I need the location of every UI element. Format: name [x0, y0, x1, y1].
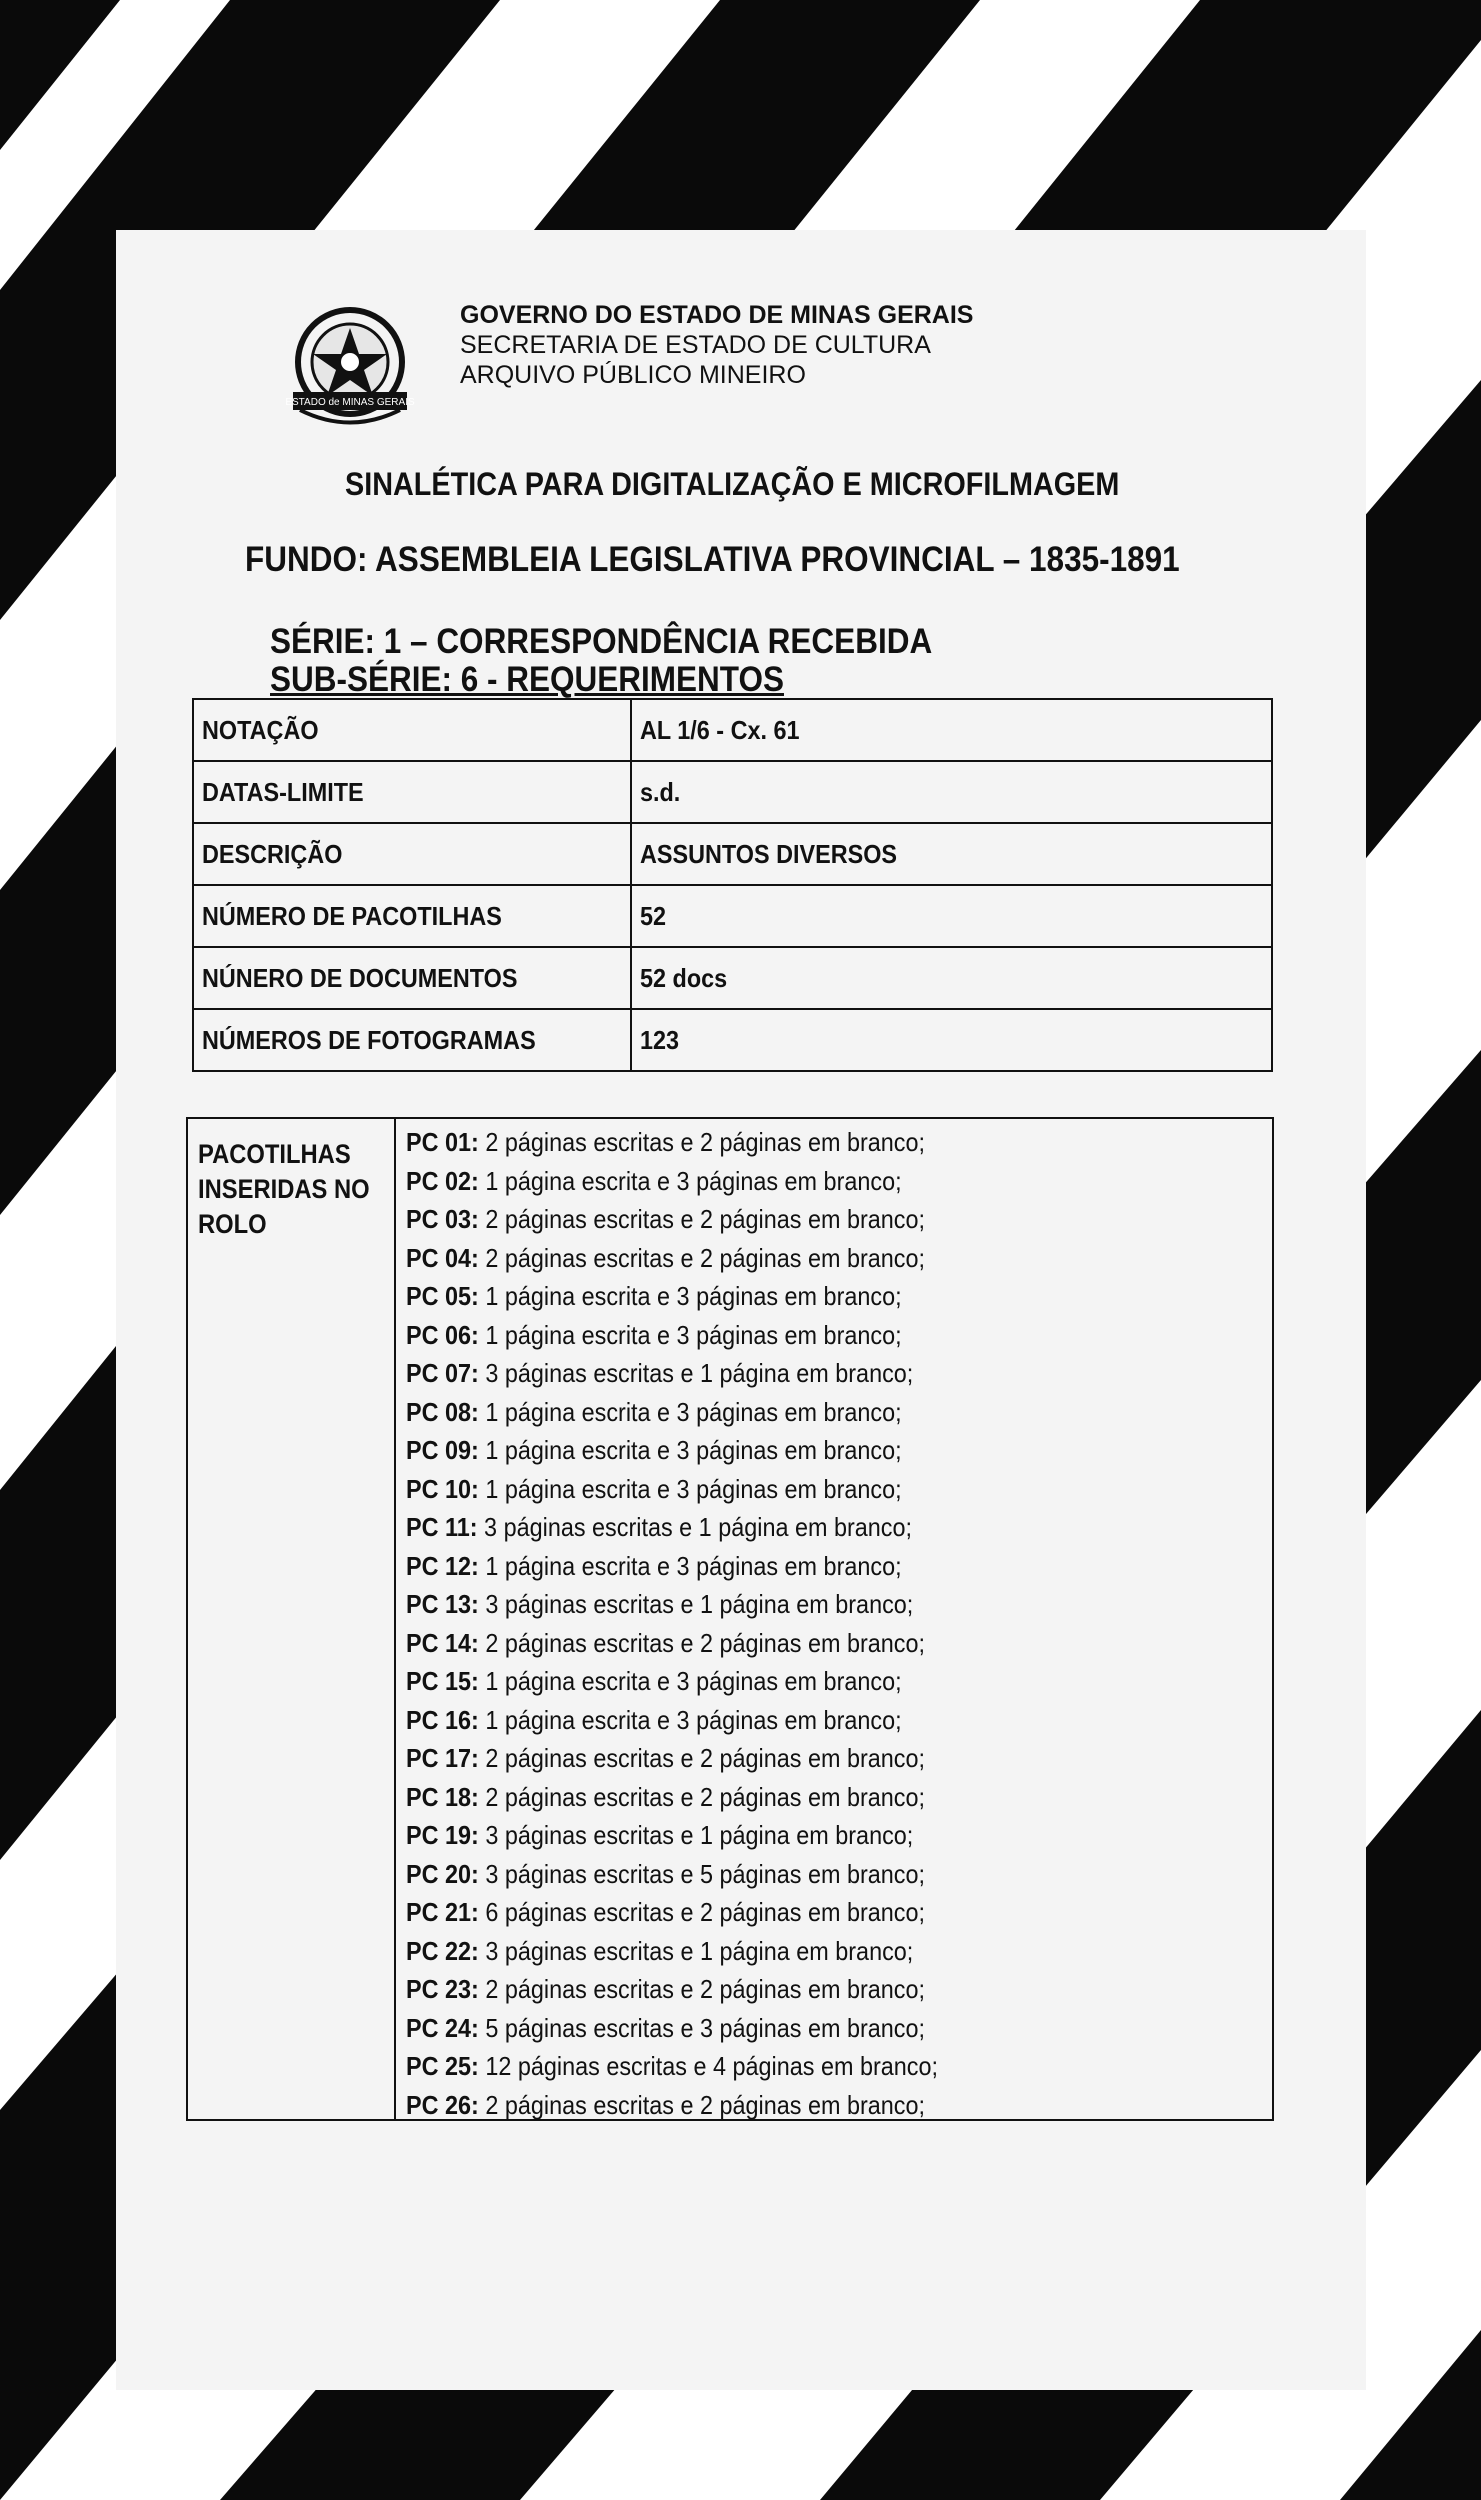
meta-key-text: NÚMERO DE PACOTILHAS — [202, 900, 502, 931]
seal-text: ESTADO de MINAS GERAIS — [285, 397, 415, 408]
pacotilhas-box — [186, 1117, 1274, 2121]
list-item — [406, 1816, 1180, 1855]
pacotilha-code: PC 03: — [406, 1204, 479, 1234]
meta-key-text: NÚNERO DE DOCUMENTOS — [202, 962, 518, 993]
list-item — [406, 1739, 1180, 1778]
table-row — [193, 761, 1272, 823]
pacotilha-description: 1 página escrita e 3 páginas em branco; — [485, 1704, 902, 1735]
pacotilha-code: PC 01: — [406, 1127, 479, 1157]
list-item — [406, 1932, 1180, 1971]
list-item — [406, 1354, 1180, 1393]
list-item — [406, 1662, 1180, 1701]
pacotilha-code: PC 15: — [406, 1666, 479, 1696]
pacotilha-code: PC 17: — [406, 1743, 479, 1773]
table-row — [193, 947, 1272, 1009]
header-government: GOVERNO DO ESTADO DE MINAS GERAIS — [460, 301, 974, 329]
pacotilha-description: 2 páginas escritas e 2 páginas em branco; — [485, 1974, 926, 2004]
list-item — [406, 1239, 1180, 1278]
list-item — [406, 1701, 1180, 1740]
pacotilha-description: 2 páginas escritas e 2 páginas em branco; — [485, 1242, 926, 1273]
pacotilha-description: 1 página escrita e 3 páginas em branco; — [485, 1666, 902, 1696]
pacotilha-code: PC 05: — [406, 1281, 479, 1311]
pacotilha-code: PC 04: — [406, 1242, 479, 1273]
meta-value — [631, 699, 1272, 761]
fundo-heading: FUNDO: ASSEMBLEIA LEGISLATIVA PROVINCIAL – 1835-1891 — [245, 540, 1180, 579]
pacotilha-code: PC 06: — [406, 1319, 479, 1350]
list-item — [406, 1547, 1180, 1586]
list-item — [406, 1585, 1180, 1624]
table-row — [193, 699, 1272, 761]
list-item — [406, 1624, 1180, 1663]
pacotilha-description: 1 página escrita e 3 páginas em branco; — [485, 1396, 902, 1427]
list-item — [406, 1778, 1180, 1817]
list-item — [406, 1855, 1180, 1894]
meta-key-text: DATAS-LIMITE — [202, 776, 364, 807]
pacotilha-code: PC 20: — [406, 1858, 479, 1889]
pacotilha-description: 2 páginas escritas e 2 páginas em branco; — [485, 1743, 926, 1773]
table-row — [193, 823, 1272, 885]
meta-value — [631, 761, 1272, 823]
list-item — [406, 1162, 1180, 1201]
pacotilha-code: PC 19: — [406, 1820, 479, 1850]
list-item — [406, 1970, 1180, 2009]
state-seal-icon — [275, 300, 425, 430]
subserie-heading: SUB-SÉRIE: 6 - REQUERIMENTOS — [270, 660, 784, 699]
pacotilha-code: PC 25: — [406, 2051, 479, 2081]
pacotilha-description: 2 páginas escritas e 2 páginas em branco; — [485, 1127, 926, 1157]
meta-value-text: 52 docs — [640, 962, 728, 993]
list-item — [406, 1470, 1180, 1509]
meta-key — [193, 699, 631, 761]
table-row — [193, 885, 1272, 947]
header-secretariat: SECRETARIA DE ESTADO DE CULTURA — [460, 331, 931, 359]
institution-header — [460, 300, 973, 390]
pacotilha-code: PC 24: — [406, 2012, 479, 2043]
meta-key-text: NÚMEROS DE FOTOGRAMAS — [202, 1024, 536, 1055]
pacotilha-description: 2 páginas escritas e 2 páginas em branco; — [485, 2089, 926, 2120]
pacotilha-description: 3 páginas escritas e 1 página em branco; — [485, 1820, 914, 1850]
pacotilha-code: PC 07: — [406, 1358, 479, 1388]
list-item — [406, 2086, 1180, 2125]
list-item — [406, 1893, 1180, 1932]
meta-value — [631, 823, 1272, 885]
meta-key — [193, 761, 631, 823]
table-row — [193, 1009, 1272, 1071]
list-item — [406, 1123, 1180, 1162]
pacotilha-description: 5 páginas escritas e 3 páginas em branco; — [485, 2012, 926, 2043]
pacotilha-code: PC 26: — [406, 2089, 479, 2120]
pacotilha-description: 6 páginas escritas e 2 páginas em branco; — [485, 1897, 926, 1927]
list-item — [406, 1200, 1180, 1239]
pacotilha-code: PC 23: — [406, 1974, 479, 2004]
pacotilha-description: 12 páginas escritas e 4 páginas em branco; — [485, 2051, 939, 2081]
meta-value — [631, 947, 1272, 1009]
pacotilha-code: PC 13: — [406, 1589, 479, 1619]
pacotilha-description: 3 páginas escritas e 1 página em branco; — [484, 1512, 913, 1542]
pacotilha-description: 3 páginas escritas e 1 página em branco; — [485, 1358, 914, 1388]
meta-key — [193, 885, 631, 947]
meta-value-text: s.d. — [640, 776, 681, 807]
meta-key — [193, 823, 631, 885]
pacotilha-code: PC 12: — [406, 1550, 479, 1581]
serie-heading: SÉRIE: 1 – CORRESPONDÊNCIA RECEBIDA — [270, 622, 933, 661]
pacotilha-description: 1 página escrita e 3 páginas em branco; — [485, 1165, 902, 1196]
pacotilha-description: 1 página escrita e 3 páginas em branco; — [485, 1281, 902, 1311]
pacotilhas-label-column — [188, 1119, 396, 2119]
meta-value-text: 123 — [640, 1024, 680, 1055]
list-item — [406, 1393, 1180, 1432]
pacotilha-description: 2 páginas escritas e 2 páginas em branco; — [485, 1627, 926, 1658]
meta-value — [631, 1009, 1272, 1071]
pacotilhas-label: PACOTILHAS INSERIDAS NO ROLO — [198, 1139, 370, 1239]
pacotilha-code: PC 18: — [406, 1781, 479, 1812]
list-item — [406, 1277, 1180, 1316]
meta-value — [631, 885, 1272, 947]
pacotilha-description: 3 páginas escritas e 5 páginas em branco; — [485, 1858, 926, 1889]
pacotilha-description: 1 página escrita e 3 páginas em branco; — [485, 1319, 902, 1350]
pacotilha-code: PC 10: — [406, 1473, 479, 1504]
list-item — [406, 2047, 1180, 2086]
pacotilha-description: 3 páginas escritas e 1 página em branco; — [485, 1589, 914, 1619]
pacotilha-description: 2 páginas escritas e 2 páginas em branco; — [485, 1204, 926, 1234]
pacotilha-code: PC 16: — [406, 1704, 479, 1735]
page-title: SINALÉTICA PARA DIGITALIZAÇÃO E MICROFILMAGEM — [345, 466, 1120, 502]
list-item — [406, 1508, 1180, 1547]
metadata-table — [192, 698, 1273, 1072]
meta-value-text: ASSUNTOS DIVERSOS — [640, 838, 898, 869]
pacotilha-code: PC 21: — [406, 1897, 479, 1927]
meta-key — [193, 1009, 631, 1071]
pacotilha-description: 1 página escrita e 3 páginas em branco; — [485, 1550, 902, 1581]
pacotilha-description: 3 páginas escritas e 1 página em branco; — [485, 1935, 914, 1966]
pacotilha-code: PC 09: — [406, 1435, 479, 1465]
pacotilha-code: PC 22: — [406, 1935, 479, 1966]
pacotilha-code: PC 14: — [406, 1627, 479, 1658]
list-item — [406, 1431, 1180, 1470]
pacotilha-code: PC 02: — [406, 1165, 479, 1196]
pacotilha-description: 1 página escrita e 3 páginas em branco; — [485, 1435, 902, 1465]
pacotilhas-list — [406, 1123, 1266, 2124]
list-item — [406, 2009, 1180, 2048]
meta-key-text: NOTAÇÃO — [202, 714, 319, 745]
pacotilha-description: 1 página escrita e 3 páginas em branco; — [485, 1473, 902, 1504]
meta-key — [193, 947, 631, 1009]
meta-value-text: AL 1/6 - Cx. 61 — [640, 714, 800, 745]
list-item — [406, 1316, 1180, 1355]
header-archive: ARQUIVO PÚBLICO MINEIRO — [460, 361, 806, 389]
pacotilha-code: PC 11: — [406, 1512, 478, 1542]
meta-key-text: DESCRIÇÃO — [202, 838, 343, 869]
meta-value-text: 52 — [640, 900, 667, 931]
pacotilha-code: PC 08: — [406, 1396, 479, 1427]
pacotilha-description: 2 páginas escritas e 2 páginas em branco; — [485, 1781, 926, 1812]
